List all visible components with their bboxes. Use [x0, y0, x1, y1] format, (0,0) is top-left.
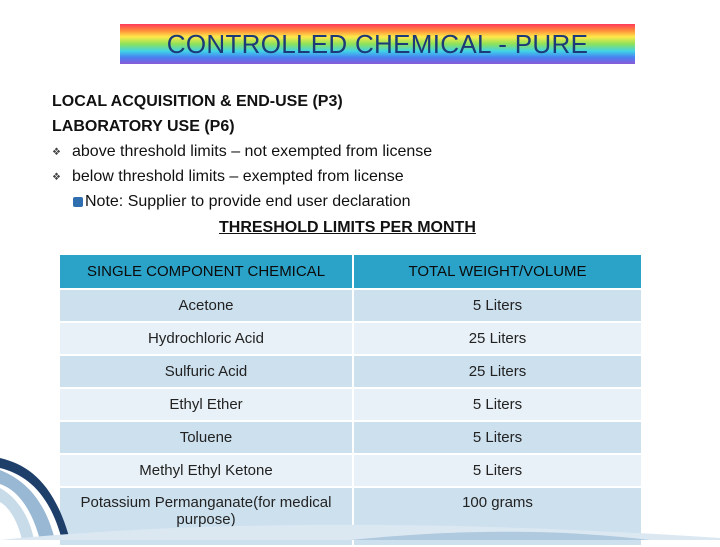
- chemical-cell: Sulfuric Acid: [60, 356, 354, 389]
- chemical-cell: Acetone: [60, 290, 354, 323]
- volume-cell: 100 grams: [354, 488, 641, 547]
- chemical-cell: Hydrochloric Acid: [60, 323, 354, 356]
- chemical-cell: Methyl Ethyl Ketone: [60, 455, 354, 488]
- bullet-icon: ❖: [52, 172, 61, 183]
- above-threshold-line: above threshold limits – not exempted from license: [72, 143, 433, 160]
- table-row: [60, 422, 641, 455]
- table-row: [60, 323, 641, 356]
- chemical-cell: Ethyl Ether: [60, 389, 354, 422]
- volume-cell: 5 Liters: [354, 455, 641, 488]
- chemical-cell: Toluene: [60, 422, 354, 455]
- laboratory-use-line: LABORATORY USE (P6): [52, 118, 235, 135]
- slide-title: CONTROLLED CHEMICAL - PURE: [166, 28, 589, 59]
- title-banner: [120, 24, 635, 64]
- column-header-chemical: SINGLE COMPONENT CHEMICAL: [60, 255, 354, 290]
- decorative-swoosh-bottom: [0, 500, 720, 540]
- volume-cell: 25 Liters: [354, 323, 641, 356]
- note-line: [73, 193, 411, 211]
- table-row: [60, 290, 641, 323]
- local-acquisition-line: LOCAL ACQUISITION & END-USE (P3): [52, 93, 343, 110]
- table-header-row: [60, 255, 641, 290]
- bullet-icon: ❖: [52, 147, 61, 158]
- below-threshold-line: below threshold limits – exempted from license: [72, 168, 404, 185]
- volume-cell: 5 Liters: [354, 290, 641, 323]
- volume-cell: 5 Liters: [354, 422, 641, 455]
- table-row: [60, 389, 641, 422]
- volume-cell: 5 Liters: [354, 389, 641, 422]
- table-row: [60, 455, 641, 488]
- volume-cell: 25 Liters: [354, 356, 641, 389]
- note-text: Note: Supplier to provide end user declaration: [85, 193, 411, 210]
- square-bullet-icon: [73, 197, 83, 207]
- threshold-heading: THRESHOLD LIMITS PER MONTH: [219, 219, 476, 236]
- chemical-cell: Potassium Permanganate(for medical purpose): [60, 488, 354, 547]
- column-header-volume: TOTAL WEIGHT/VOLUME: [354, 255, 641, 290]
- table-row: [60, 356, 641, 389]
